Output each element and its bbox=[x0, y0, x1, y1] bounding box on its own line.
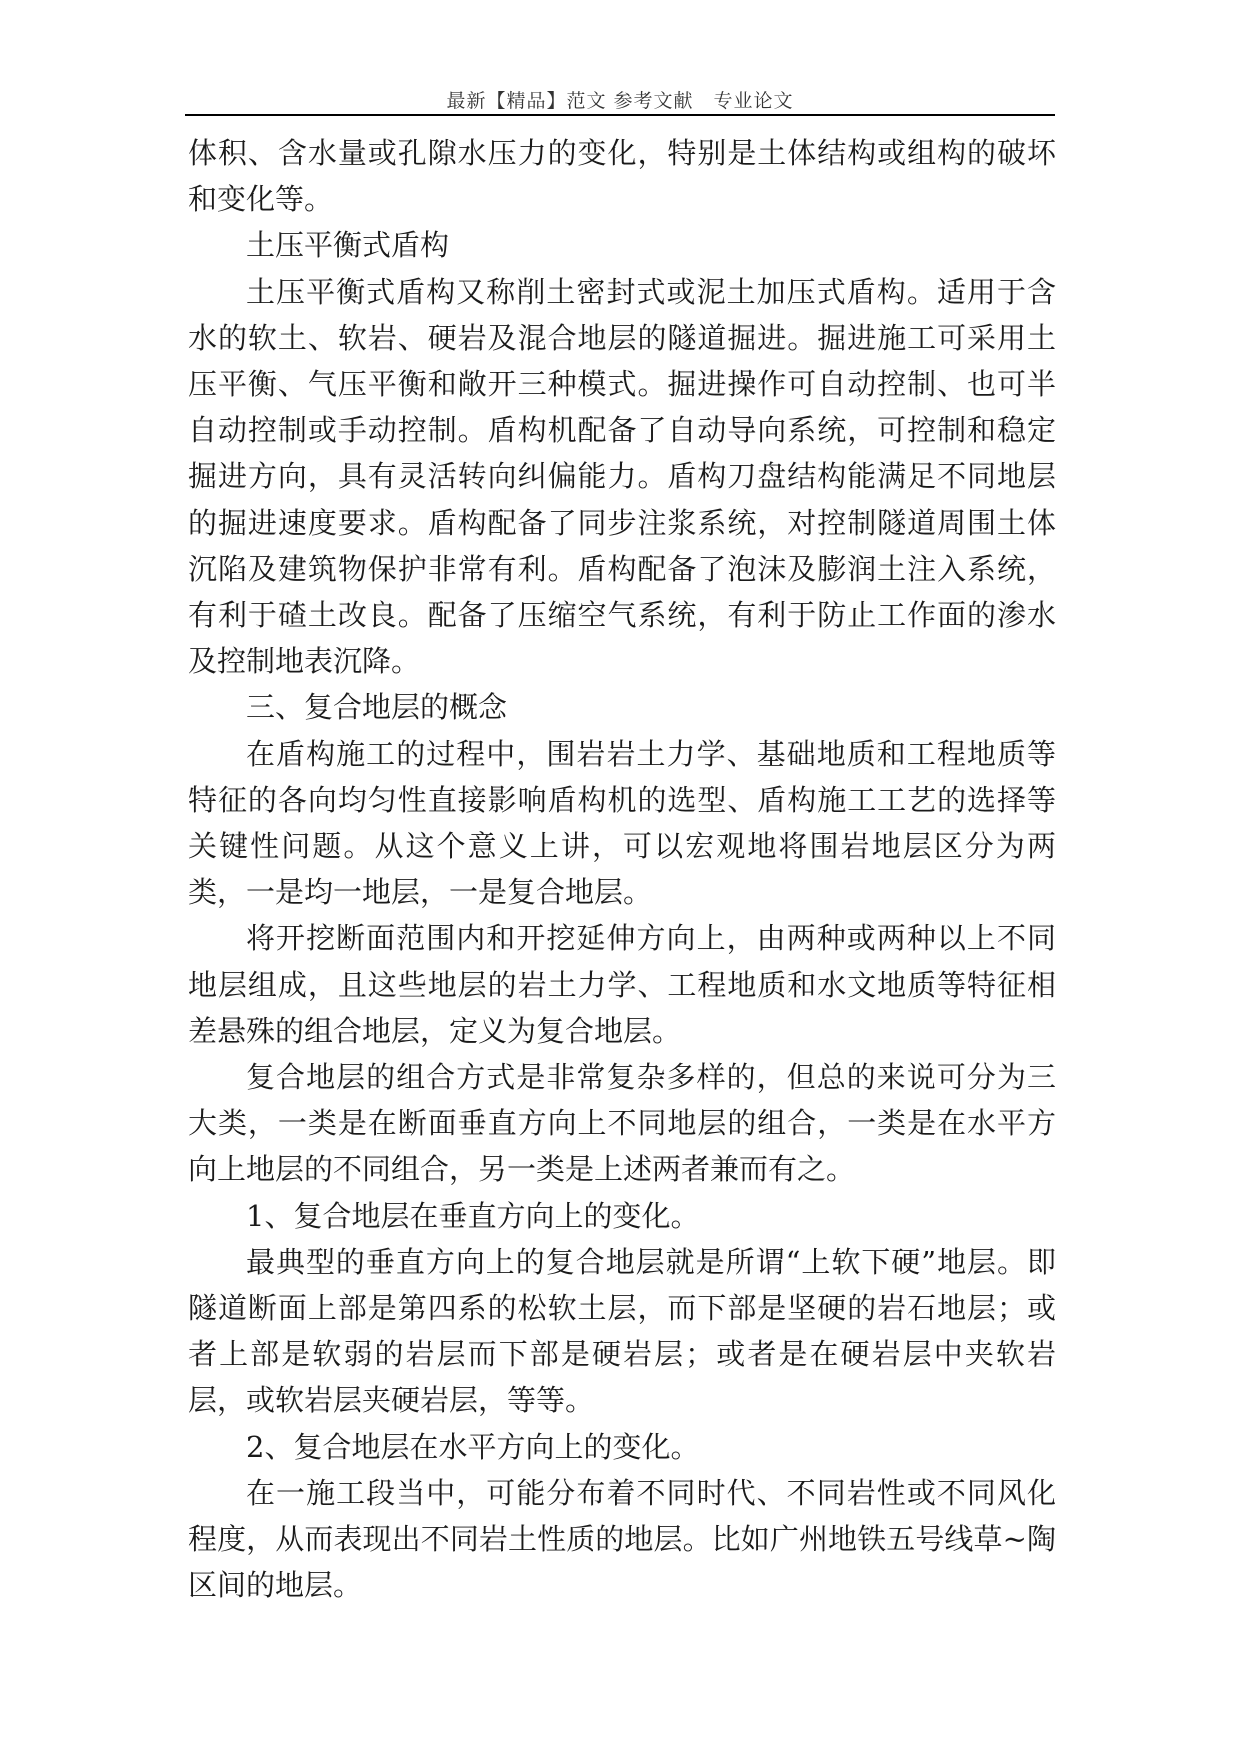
heading-composite-strata-concept: 三、复合地层的概念 bbox=[246, 690, 508, 725]
page-header: 最新【精品】范文 参考文献 专业论文 bbox=[446, 90, 794, 112]
paragraph-strata-classification: 在盾构施工的过程中，围岩岩土力学、基础地质和工程地质等特征的各向均匀性直接影响盾构机的选型、盾构施工工艺的选择等关键性问题。从这个意义上讲，可以宏观地将围岩地层区分为两类，一是均一地层，一是复合地层。 bbox=[188, 736, 1056, 910]
paragraph-1: 体积、含水量或孔隙水压力的变化，特别是土体结构或组构的破坏和变化等。 bbox=[188, 136, 1056, 217]
paragraph-combination-types: 复合地层的组合方式是非常复杂多样的，但总的来说可分为三大类，一类是在断面垂直方向上不同地层的组合，一类是在水平方向上地层的不同组合，另一类是上述两者兼而有之。 bbox=[188, 1060, 1056, 1187]
document-body bbox=[188, 130, 1056, 1609]
heading-horizontal-variation: 2、复合地层在水平方向上的变化。 bbox=[246, 1429, 700, 1464]
heading-vertical-variation: 1、复合地层在垂直方向上的变化。 bbox=[246, 1198, 700, 1233]
paragraph-epb-description: 土压平衡式盾构又称削土密封式或泥土加压式盾构。适用于含水的软土、软岩、硬岩及混合地层的隧道掘进。掘进施工可采用土压平衡、气压平衡和敞开三种模式。掘进操作可自动控制、也可半自动控制或手动控制。盾构机配备了自动导向系统，可控制和稳定掘进方向，具有灵活转向纠偏能力。盾构刀盘结构能满足不同地层的掘进速度要求。盾构配备了同步注浆系统，对控制隧道周围土体沉陷及建筑物保护非常有利。盾构配备了泡沫及膨润土注入系统，有利于碴土改良。配备了压缩空气系统，有利于防止工作面的渗水及控制地表沉降。 bbox=[188, 274, 1056, 679]
heading-epb-shield: 土压平衡式盾构 bbox=[246, 228, 450, 263]
paragraph-composite-definition: 将开挖断面范围内和开挖延伸方向上，由两种或两种以上不同地层组成，且这些地层的岩土力学、工程地质和水文地质等特征相差悬殊的组合地层，定义为复合地层。 bbox=[188, 921, 1056, 1048]
paragraph-vertical-variation: 最典型的垂直方向上的复合地层就是所谓“上软下硬”地层。即隧道断面上部是第四系的松软土层，而下部是坚硬的岩石地层；或者上部是软弱的岩层而下部是硬岩层；或者是在硬岩层中夹软岩层，或软岩层夹硬岩层，等等。 bbox=[188, 1244, 1056, 1418]
header-divider bbox=[185, 114, 1055, 116]
paragraph-horizontal-variation: 在一施工段当中，可能分布着不同时代、不同岩性或不同风化程度，从而表现出不同岩土性质的地层。比如广州地铁五号线草~陶区间的地层。 bbox=[188, 1475, 1056, 1603]
